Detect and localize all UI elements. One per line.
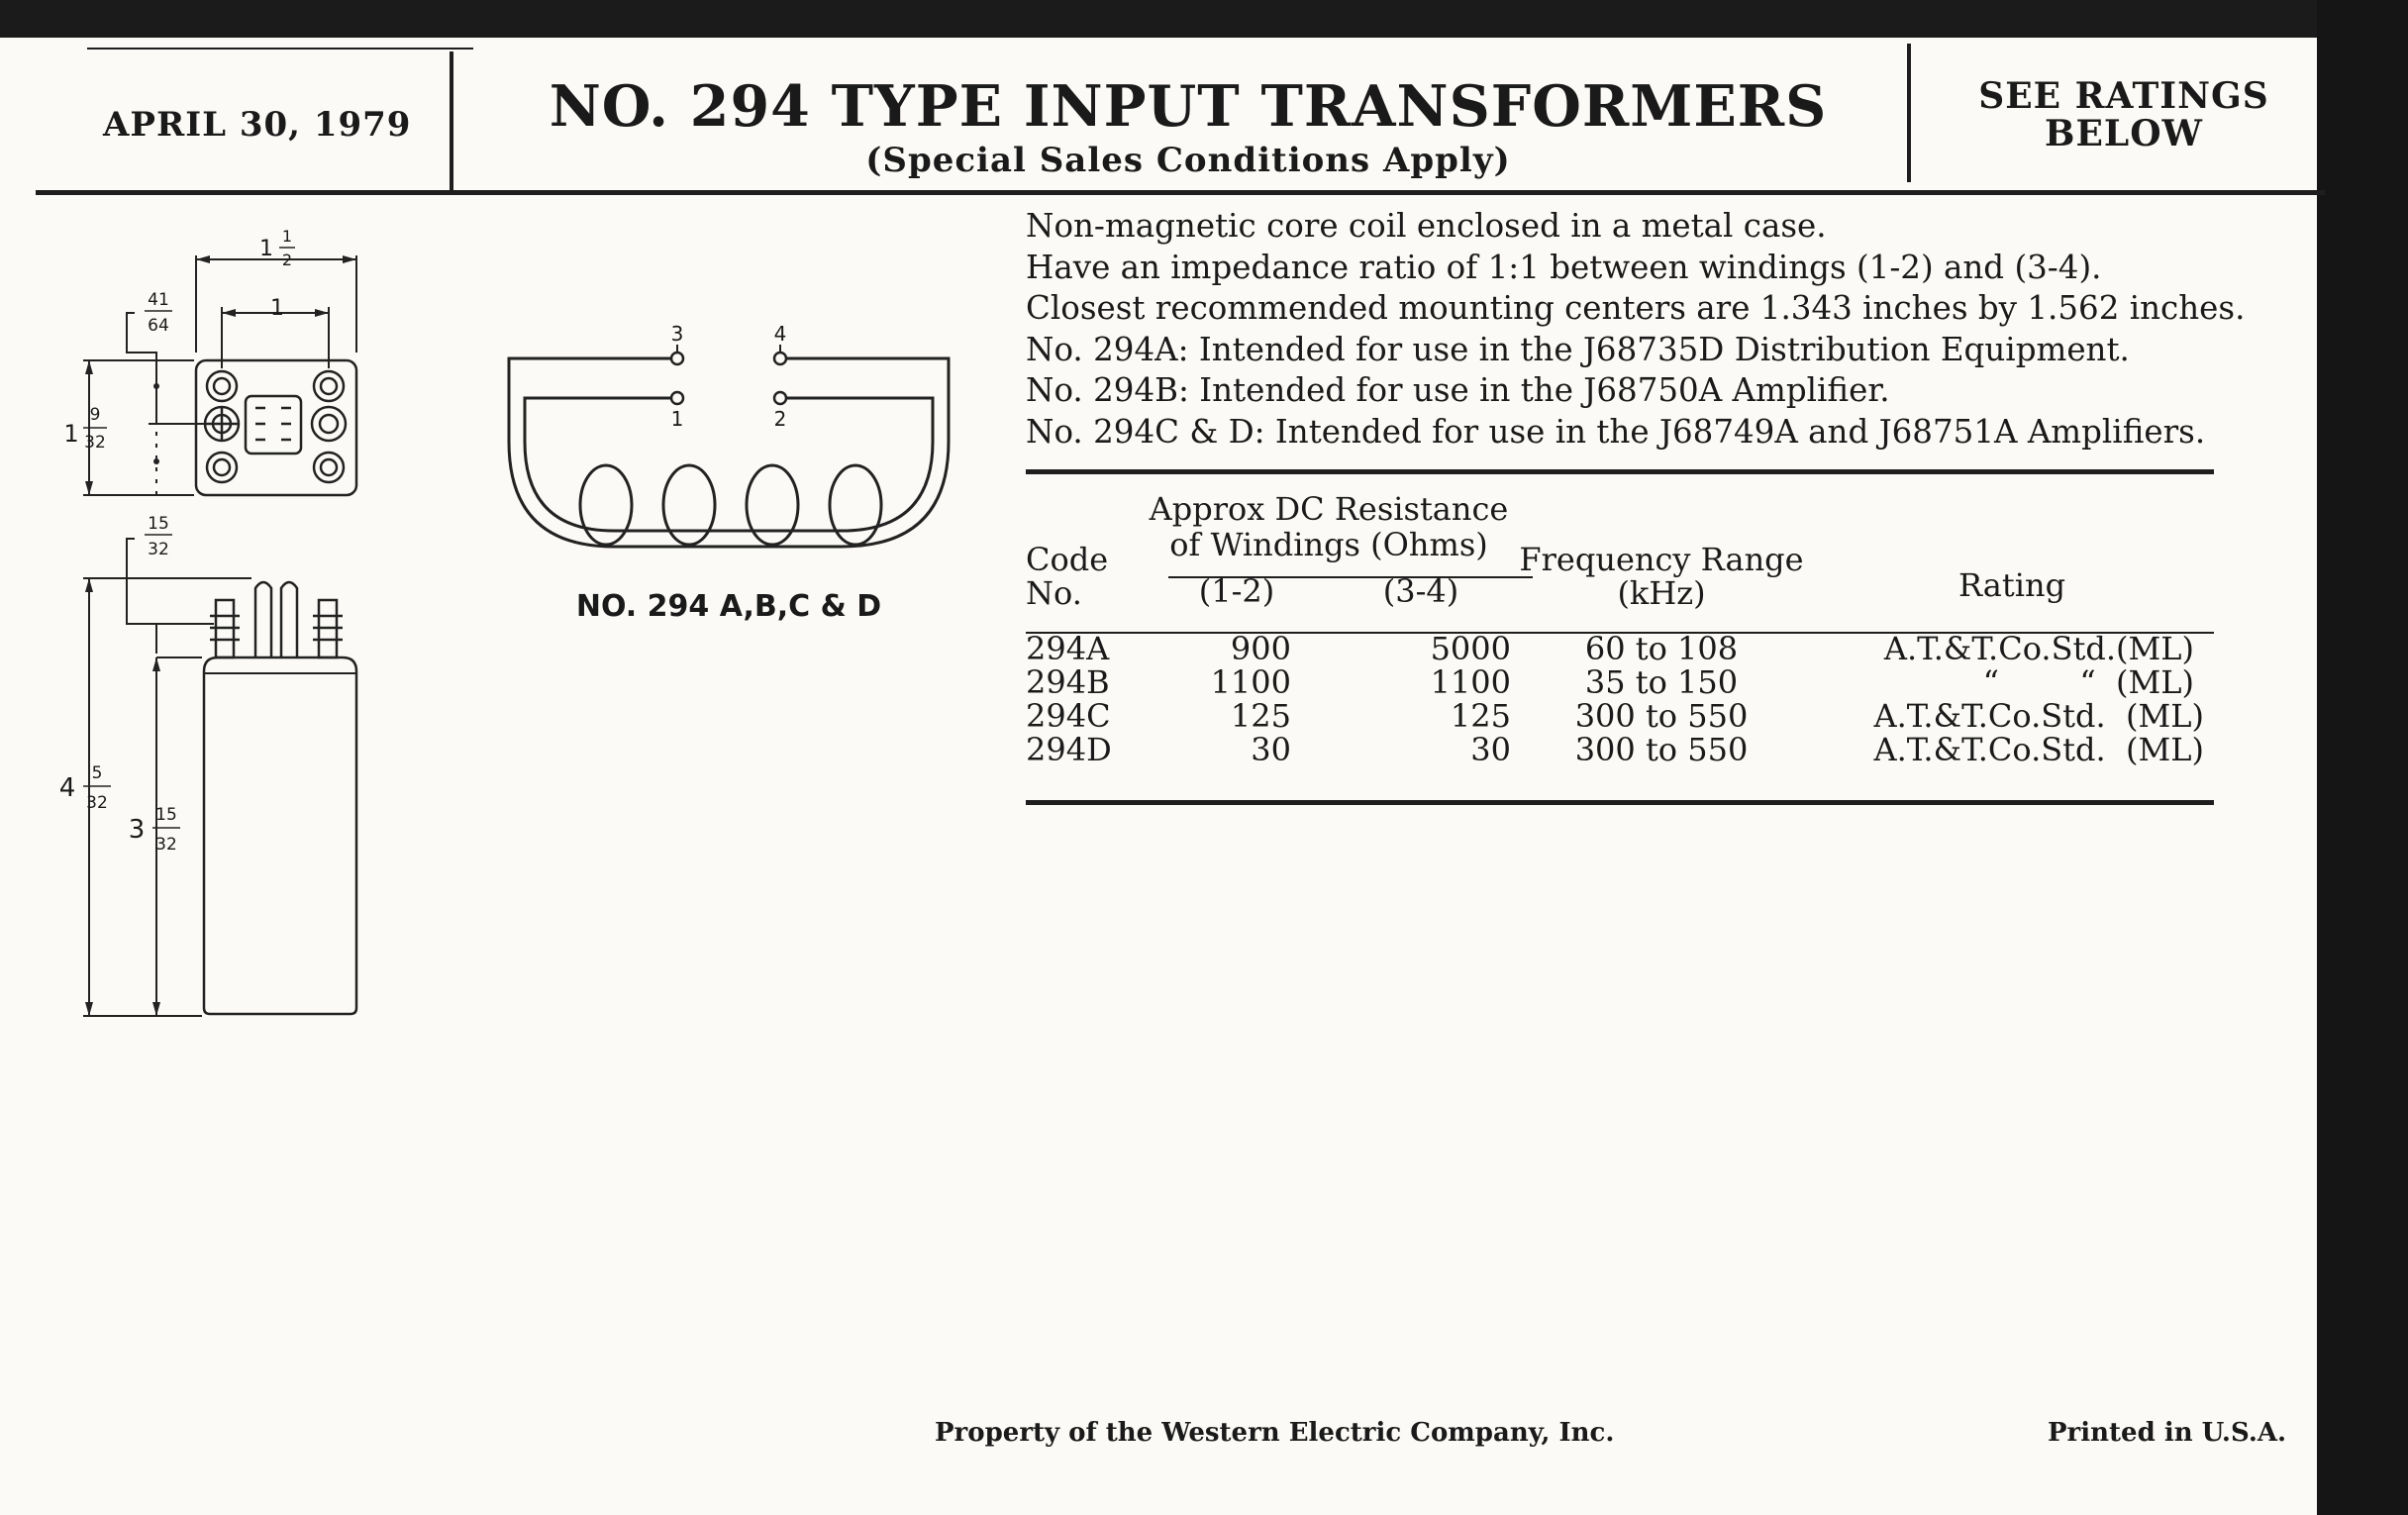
printed-notice: Printed in U.S.A. bbox=[2048, 1418, 2287, 1448]
code-cell: 294C bbox=[1026, 697, 1111, 735]
r34-cell: 1100 bbox=[1430, 663, 1511, 701]
terminal-3-label: 3 bbox=[670, 322, 684, 346]
dim-top-width-num: 1 bbox=[281, 227, 293, 246]
dim-height-den: 32 bbox=[84, 433, 106, 453]
winding-34-header: (3-4) bbox=[1382, 572, 1459, 610]
terminal-4-label: 4 bbox=[773, 322, 787, 346]
schematic-coil bbox=[580, 465, 881, 545]
frequency-cell: 35 to 150 bbox=[1584, 663, 1739, 701]
r12-cell: 30 bbox=[1251, 731, 1291, 768]
dim-case-den: 32 bbox=[155, 835, 177, 855]
page-title: NO. 294 TYPE INPUT TRANSFORMERS bbox=[549, 73, 1828, 140]
dim-overall-den: 32 bbox=[86, 793, 108, 813]
r34-cell: 30 bbox=[1470, 731, 1511, 768]
side-view-case bbox=[204, 657, 356, 1014]
terminal-post bbox=[207, 371, 237, 401]
frequency-cell: 300 to 550 bbox=[1574, 697, 1749, 735]
description-line: No. 294B: Intended for use in the J68750A Amplifier. bbox=[1026, 371, 1890, 410]
description-line: Non-magnetic core coil enclosed in a metal case. bbox=[1026, 207, 1827, 245]
terminal-4-node bbox=[774, 353, 786, 364]
property-notice: Property of the Western Electric Company, Inc. bbox=[935, 1418, 1615, 1448]
dim-overall-whole: 4 bbox=[58, 773, 76, 803]
ratings-note-line2: BELOW bbox=[2045, 113, 2203, 154]
dim-offset-den: 64 bbox=[148, 316, 169, 336]
dim-terminal-num: 15 bbox=[148, 514, 169, 534]
rating-cell: A.T.&T.Co.Std. (ML) bbox=[1873, 731, 2204, 768]
r34-cell: 125 bbox=[1450, 697, 1511, 735]
r34-cell: 5000 bbox=[1430, 630, 1511, 667]
dim-offset-num: 41 bbox=[148, 290, 169, 310]
rating-cell: A.T.&T.Co.Std. (ML) bbox=[1873, 697, 2204, 735]
dim-inner-width: 1 bbox=[270, 296, 284, 321]
terminal-1-label: 1 bbox=[670, 407, 684, 431]
resistance-group-header: Approx DC Resistance of Windings (Ohms) bbox=[1149, 490, 1509, 563]
r12-cell: 900 bbox=[1230, 630, 1291, 667]
rating-cell: “ “ (ML) bbox=[1982, 663, 2194, 701]
schematic-winding-34 bbox=[509, 358, 949, 547]
terminal-post bbox=[312, 407, 346, 441]
terminal-block bbox=[246, 396, 301, 454]
winding-12-header: (1-2) bbox=[1198, 572, 1275, 610]
rating-cell: A.T.&T.Co.Std.(ML) bbox=[1883, 630, 2194, 667]
terminal-2-node bbox=[774, 392, 786, 404]
dim-height-num: 9 bbox=[89, 405, 101, 425]
dim-top-width-whole: 1 bbox=[259, 237, 273, 261]
code-cell: 294D bbox=[1026, 731, 1112, 768]
code-cell: 294A bbox=[1026, 630, 1110, 667]
frequency-cell: 300 to 550 bbox=[1574, 731, 1749, 768]
description-line: Have an impedance ratio of 1:1 between windings (1-2) and (3-4). bbox=[1026, 248, 2102, 286]
schematic-winding-12 bbox=[525, 398, 933, 531]
issue-date: APRIL 30, 1979 bbox=[103, 105, 412, 145]
solder-lug bbox=[255, 582, 271, 657]
r12-cell: 125 bbox=[1230, 697, 1291, 735]
rating-header: Rating bbox=[1957, 566, 2066, 604]
dim-overall-num: 5 bbox=[91, 763, 103, 783]
dim-case-whole: 3 bbox=[128, 815, 146, 845]
dim-terminal-den: 32 bbox=[148, 540, 169, 559]
top-view-drawing bbox=[83, 255, 356, 495]
frequency-cell: 60 to 108 bbox=[1584, 630, 1739, 667]
ratings-note-line1: SEE RATINGS bbox=[1978, 75, 2269, 117]
description-line: No. 294C & D: Intended for use in the J68749A and J68751A Amplifiers. bbox=[1026, 412, 2206, 451]
dim-case-num: 15 bbox=[155, 805, 177, 825]
description-line: Closest recommended mounting centers are 1.343 inches by 1.562 inches. bbox=[1026, 289, 2246, 328]
terminal-2-label: 2 bbox=[773, 407, 787, 431]
terminal-post bbox=[314, 453, 344, 482]
terminal-post bbox=[314, 371, 344, 401]
solder-lug bbox=[281, 582, 297, 657]
dim-height-whole: 1 bbox=[63, 420, 79, 448]
terminal-3-node bbox=[671, 353, 683, 364]
terminal-post bbox=[207, 453, 237, 482]
page-subtitle: (Special Sales Conditions Apply) bbox=[865, 141, 1511, 180]
r12-cell: 1100 bbox=[1210, 663, 1291, 701]
code-cell: 294B bbox=[1026, 663, 1110, 701]
terminal-post bbox=[205, 407, 239, 441]
side-view-drawing bbox=[83, 539, 356, 1016]
description-line: No. 294A: Intended for use in the J68735D Distribution Equipment. bbox=[1026, 330, 2130, 368]
schematic-caption: NO. 294 A,B,C & D bbox=[575, 589, 882, 624]
terminal-1-node bbox=[671, 392, 683, 404]
code-column-header: Code No. bbox=[1026, 541, 1109, 612]
schematic-diagram bbox=[509, 345, 949, 547]
frequency-header: Frequency Range (kHz) bbox=[1519, 541, 1804, 612]
dim-top-width-den: 2 bbox=[281, 251, 293, 269]
